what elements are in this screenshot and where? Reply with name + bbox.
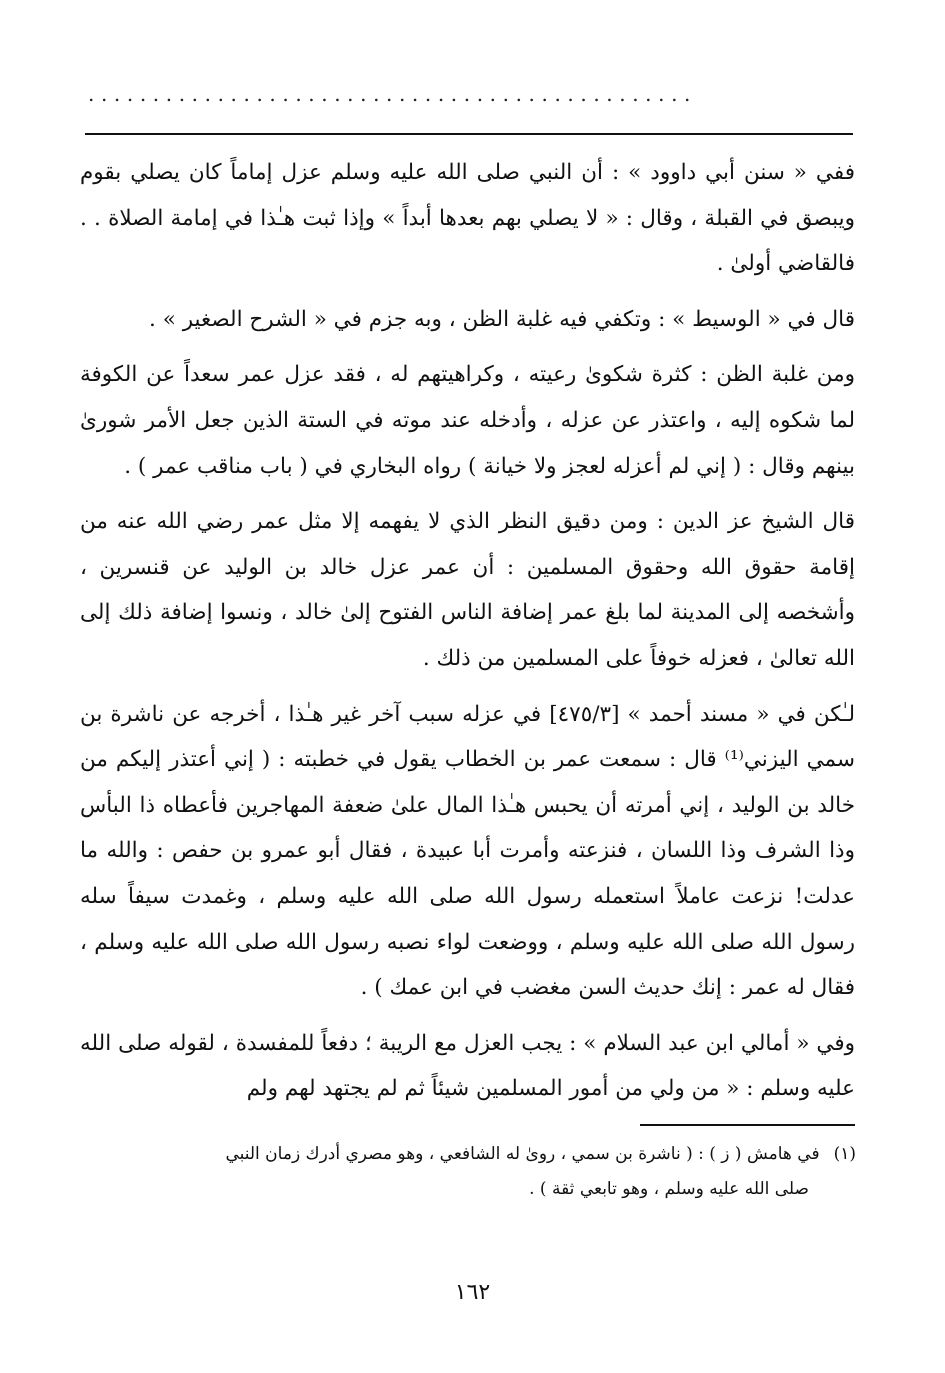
paragraph-5: لـٰكن في « مسند أحمد » [٤٧٥/٣] في عزله سبب آخر غير هـٰذا ، أخرجه عن ناشرة بن سمي اليزني⁽¹⁾ قال : سمعت عمر بن الخطاب يقول في خطبته : ( إني أعتذر إليكم من خالد بن الوليد ، إني أمرته أن يحبس هـٰذا المال علىٰ ضعفة المهاجرين فأعطاه ذا البأس وذا الشرف وذا اللسان ، فنزعته وأمرت أبا عبيدة ، فقال أبو عمرو بن حفص : والله ما عدلت! نزعت عاملاً استعمله رسول الله صلى الله عليه وسلم ، وغمدت سيفاً سله رسول الله صلى الله عليه وسلم ، ووضعت لواء نصبه رسول الله صلى الله عليه وسلم ، فقال له عمر : إنك حديث السن مغضب في ابن عمك ) . — [80, 701, 855, 1001]
paragraph-3: ومن غلبة الظن : كثرة شكوىٰ رعيته ، وكراهيتهم له ، فقد عزل عمر سعداً عن الكوفة لما شكوه إليه ، واعتذر عن عزله ، وأدخله عند موته في الستة الذين جعل الأمر شورىٰ بينهم وقال : ( إني لم أعزله لعجز ولا خيانة ) رواه البخاري في ( باب مناقب عمر ) . — [80, 362, 855, 479]
main-text — [80, 150, 855, 1122]
paragraph-6: وفي « أمالي ابن عبد السلام » : يجب العزل مع الريبة ؛ دفعاً للمفسدة ، لقوله صلى الله عليه وسلم : « من ولي من أمور المسلمين شيئاً ثم لم يجتهد لهم ولم — [80, 1030, 855, 1102]
page-number: ١٦٢ — [454, 1280, 491, 1305]
header-dot-leader: ............................................... — [88, 84, 697, 104]
footnote — [78, 1137, 856, 1207]
footnote-line-2: صلى الله عليه وسلم ، وهو تابعي ثقة ) . — [529, 1179, 809, 1199]
footnote-rule — [640, 1124, 855, 1126]
header-rule — [85, 133, 853, 135]
paragraph-4: قال الشيخ عز الدين : ومن دقيق النظر الذي لا يفهمه إلا مثل عمر رضي الله عنه من إقامة حقوق الله وحقوق المسلمين : أن عمر عزل خالد بن الوليد عن قنسرين ، وأشخصه إلى المدينة لما بلغ عمر إضافة الناس الفتوح إلىٰ خالد ، ونسوا إضافة ذلك إلى الله تعالىٰ ، فعزله خوفاً على المسلمين من ذلك . — [80, 509, 855, 671]
footnote-number: (١) — [833, 1144, 856, 1164]
paragraph-1: ففي « سنن أبي داوود » : أن النبي صلى الله عليه وسلم عزل إماماً كان يصلي بقوم ويبصق في القبلة ، وقال : « لا يصلي بهم بعدها أبداً » وإذا ثبت هـٰذا في إمامة الصلاة . . فالقاضي أولىٰ . — [80, 160, 855, 277]
paragraph-2: قال في « الوسيط » : وتكفي فيه غلبة الظن ، وبه جزم في « الشرح الصغير » . — [149, 306, 855, 332]
footnote-line-1: في هامش ( ز ) : ( ناشرة بن سمي ، روىٰ له الشافعي ، وهو مصري أدرك زمان النبي — [225, 1144, 820, 1164]
